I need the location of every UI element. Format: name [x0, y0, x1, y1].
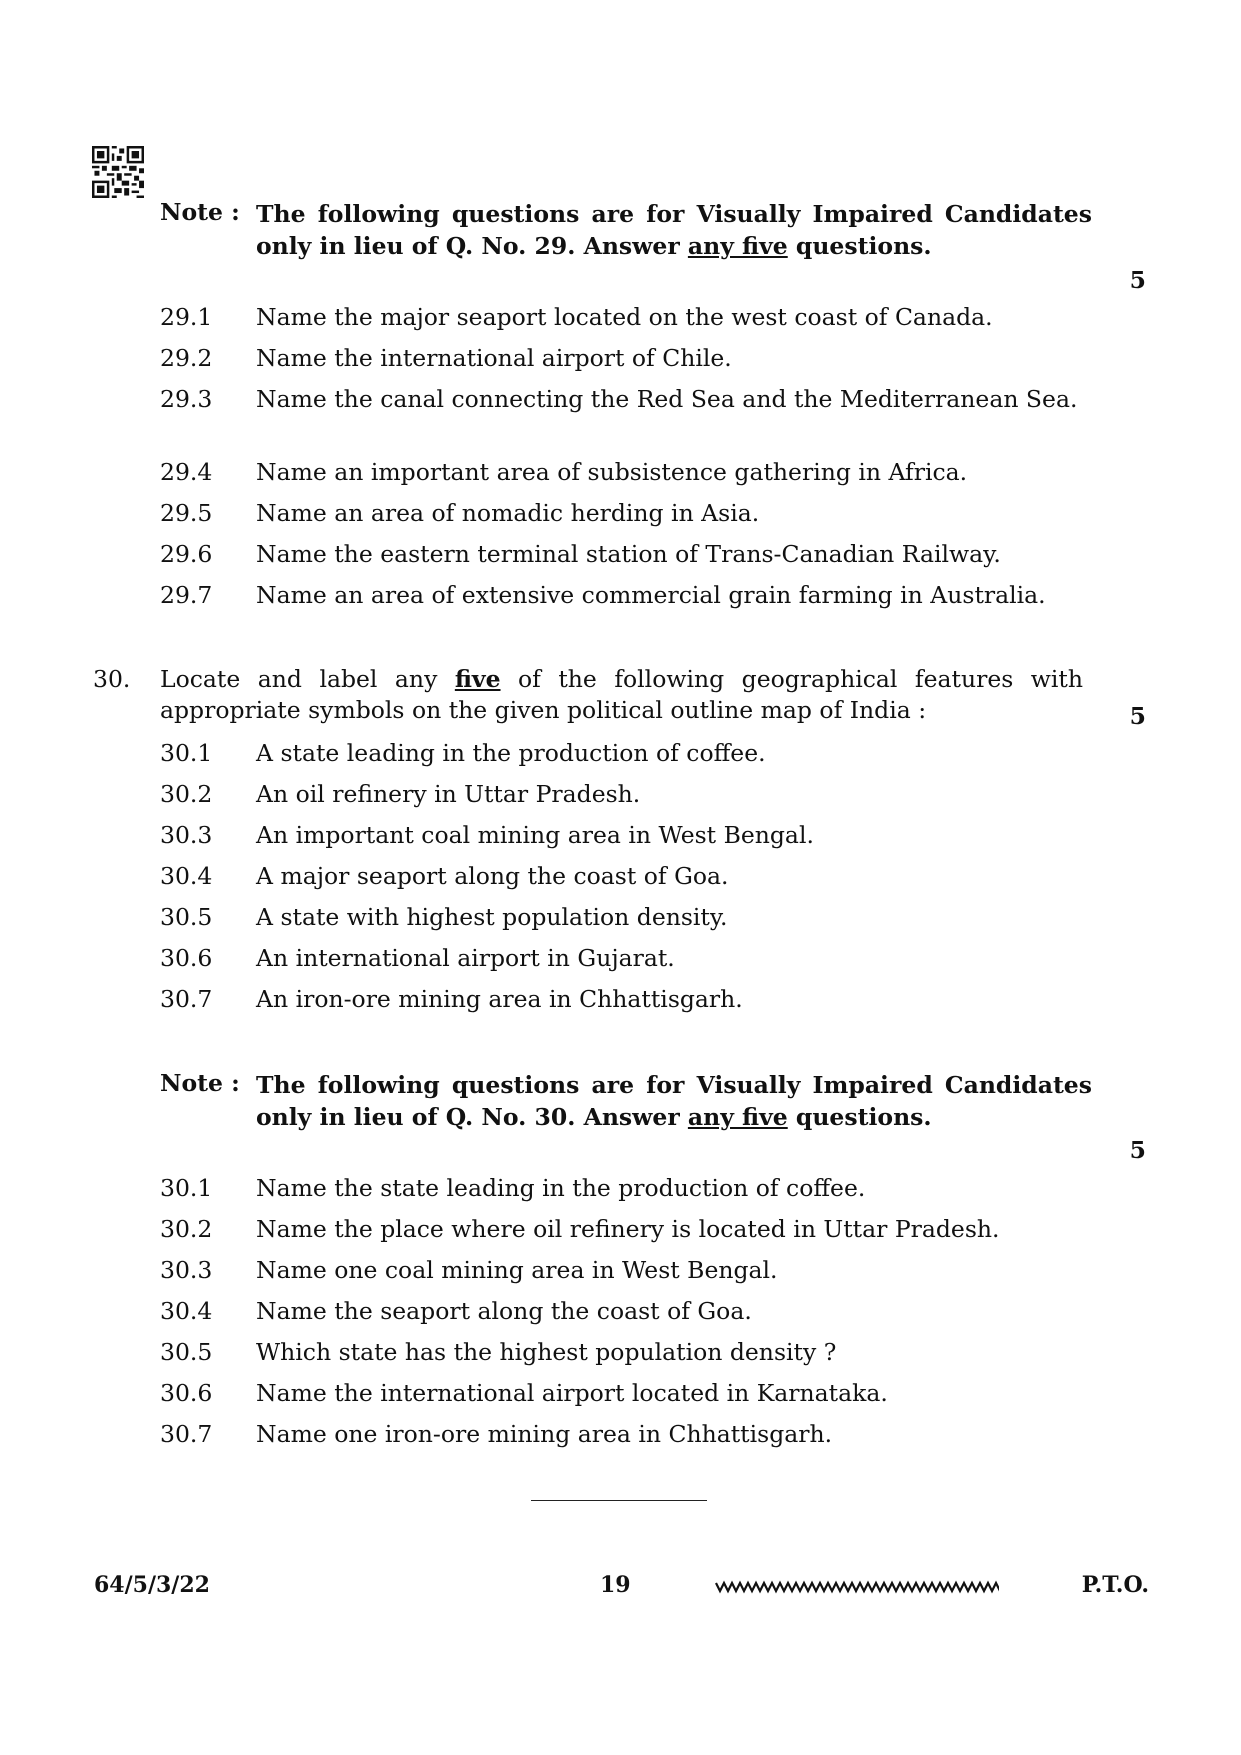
list-item [160, 302, 1088, 333]
list-item [160, 1378, 1088, 1409]
item-text: An important coal mining area in West Bengal. [256, 821, 814, 849]
item-number: 29.6 [160, 540, 213, 568]
emphasis-any-five: any five [687, 232, 788, 260]
item-text: An iron-ore mining area in Chhattisgarh. [256, 985, 743, 1013]
item-text: A state with highest population density. [256, 903, 728, 931]
list-item [160, 820, 1088, 851]
wave-line-decoration [714, 1577, 999, 1595]
item-text: Name an important area of subsistence gathering in Africa. [256, 458, 968, 486]
item-number: 29.3 [160, 385, 213, 413]
item-text: A state leading in the production of coffee. [256, 739, 766, 767]
question-text: Locate and label any five of the following geographical features with appropriate symbols on the given political outline map of India : [160, 665, 1083, 724]
list-item [160, 1255, 1088, 1286]
list-item [160, 580, 1088, 611]
item-text: Name the eastern terminal station of Trans-Canadian Railway. [256, 540, 1001, 568]
item-text: Name one iron-ore mining area in Chhattisgarh. [256, 1420, 833, 1448]
question-number: 30. [93, 665, 131, 693]
note-visually-impaired-q30 [160, 1069, 1092, 1133]
note-visually-impaired-q29 [160, 198, 1092, 262]
list-item [160, 738, 1088, 769]
item-text: Name the international airport located in Karnataka. [256, 1379, 888, 1407]
pto-label: P.T.O. [1081, 1572, 1149, 1598]
emphasis-any-five: any five [687, 1103, 788, 1131]
item-number: 30.1 [160, 739, 213, 767]
item-number: 29.1 [160, 303, 213, 331]
item-number: 30.1 [160, 1174, 213, 1202]
item-text: Name the major seaport located on the west coast of Canada. [256, 303, 993, 331]
list-item [160, 779, 1088, 810]
list-item [160, 343, 1088, 374]
item-text: An oil refinery in Uttar Pradesh. [256, 780, 641, 808]
note-label: Note : [160, 1069, 240, 1097]
item-text: Name an area of extensive commercial grain farming in Australia. [256, 581, 1046, 609]
item-number: 30.5 [160, 903, 213, 931]
paper-code: 64/5/3/22 [94, 1572, 210, 1598]
item-text: Name the seaport along the coast of Goa. [256, 1297, 752, 1325]
note-label: Note : [160, 198, 240, 226]
list-item [160, 1214, 1088, 1245]
list-item [160, 1296, 1088, 1327]
item-number: 30.3 [160, 821, 213, 849]
marks-q30: 5 [1129, 702, 1146, 730]
item-number: 30.7 [160, 985, 213, 1013]
list-item [160, 498, 1088, 529]
item-number: 30.6 [160, 944, 213, 972]
item-number: 30.2 [160, 780, 213, 808]
marks-note2: 5 [1129, 1136, 1146, 1164]
item-text: Name an area of nomadic herding in Asia. [256, 499, 760, 527]
item-number: 29.5 [160, 499, 213, 527]
item-text: Which state has the highest population density ? [256, 1338, 837, 1366]
item-number: 30.5 [160, 1338, 213, 1366]
item-number: 29.2 [160, 344, 213, 372]
item-text: Name the international airport of Chile. [256, 344, 732, 372]
note-text: The following questions are for Visually Impaired Candidates only in lieu of Q. No. 30. Answer any five questions. [256, 1071, 1092, 1131]
list-item [160, 902, 1088, 933]
emphasis-five: five [454, 665, 501, 693]
item-number: 30.3 [160, 1256, 213, 1284]
list-item [160, 457, 1088, 488]
list-item [160, 1337, 1088, 1368]
item-number: 30.2 [160, 1215, 213, 1243]
list-item [160, 984, 1088, 1015]
item-number: 30.4 [160, 862, 213, 890]
item-number: 30.6 [160, 1379, 213, 1407]
item-text: Name the canal connecting the Red Sea and the Mediterranean Sea. [256, 385, 1078, 413]
question-30 [93, 664, 1083, 726]
item-text: Name the state leading in the production of coffee. [256, 1174, 866, 1202]
item-text: Name one coal mining area in West Bengal. [256, 1256, 778, 1284]
section-divider [531, 1500, 707, 1501]
list-item [160, 539, 1088, 570]
item-number: 29.4 [160, 458, 213, 486]
list-item [160, 1173, 1088, 1204]
list-item [160, 861, 1088, 892]
qr-code [92, 146, 144, 198]
item-number: 29.7 [160, 581, 213, 609]
list-item [160, 384, 1088, 415]
list-item [160, 1419, 1088, 1450]
item-text: A major seaport along the coast of Goa. [256, 862, 729, 890]
page-number: 19 [600, 1572, 631, 1598]
item-text: Name the place where oil refinery is located in Uttar Pradesh. [256, 1215, 1000, 1243]
marks-note1: 5 [1129, 266, 1146, 294]
item-text: An international airport in Gujarat. [256, 944, 675, 972]
item-number: 30.4 [160, 1297, 213, 1325]
list-item [160, 943, 1088, 974]
note-text: The following questions are for Visually Impaired Candidates only in lieu of Q. No. 29. Answer any five questions. [256, 200, 1092, 260]
item-number: 30.7 [160, 1420, 213, 1448]
